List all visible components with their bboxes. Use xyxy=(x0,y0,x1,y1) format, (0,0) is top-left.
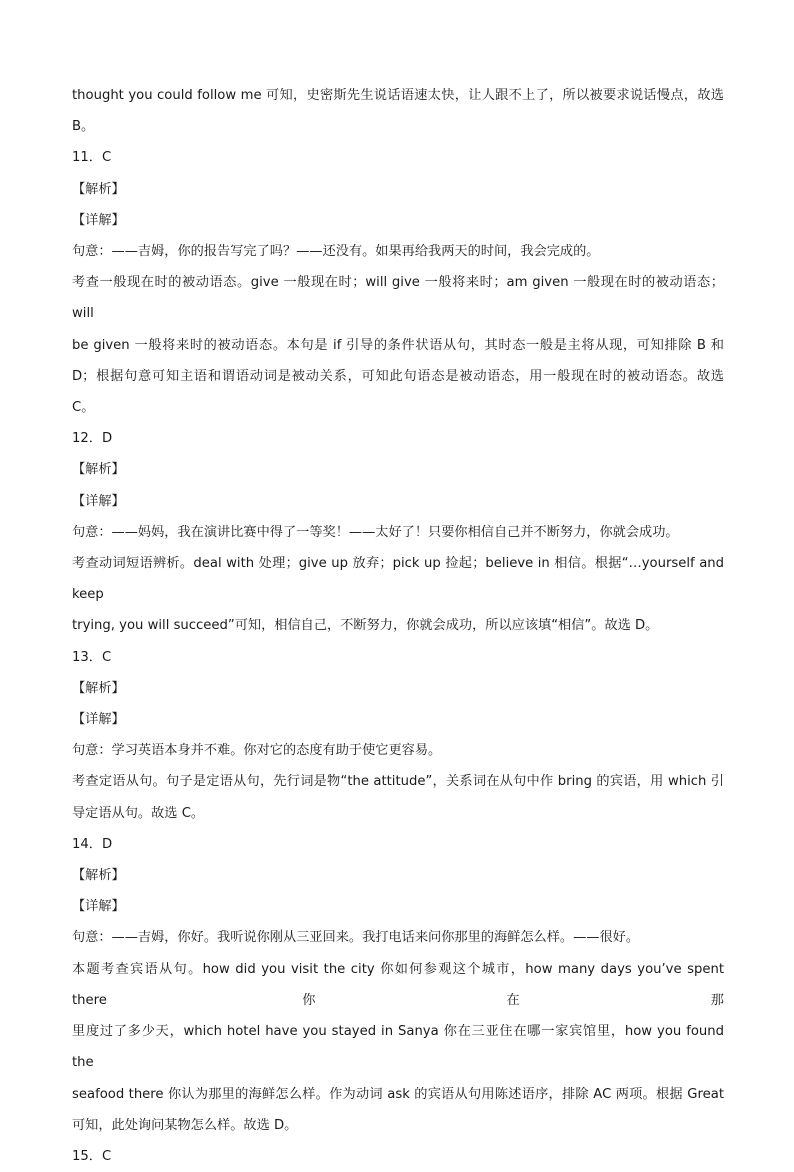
text-line-22: 导定语从句。故选 C。 xyxy=(72,805,205,821)
text-line-20: 句意：学习英语本身并不难。你对它的态度有助于使它更容易。 xyxy=(72,743,442,759)
text-line-31: 15．C xyxy=(72,1148,112,1164)
text-line-27: 本题考查宾语从句。how did you visit the city 你如何参观这个城市，how many days you’ve spent there 你在那 xyxy=(72,961,724,1008)
text-line-28: 里度过了多少天，which hotel have you stayed in Sanya 你在三亚住在哪一家宾馆里，how you found the xyxy=(72,1024,724,1071)
text-line-2: B。 xyxy=(72,119,95,135)
text-line-25: 【详解】 xyxy=(72,899,125,915)
text-line-14: 句意：——妈妈，我在演讲比赛中得了一等奖！——太好了！只要你相信自己并不断努力，你就会成功。 xyxy=(72,524,679,540)
text-line-1: thought you could follow me 可知，史密斯先生说话语速太快，让人跟不上了，所以被要求说话慢点，故选 xyxy=(72,88,724,103)
text-line-5: 【详解】 xyxy=(72,212,125,228)
text-line-24: 【解析】 xyxy=(72,868,125,884)
text-line-16: trying, you will succeed”可知，相信自己，不断努力，你就会成功，所以应该填“相信”。故选 D。 xyxy=(72,618,659,634)
text-line-3: 11．C xyxy=(72,150,112,166)
text-line-30: 可知，此处询问某物怎么样。故选 D。 xyxy=(72,1117,298,1133)
text-line-4: 【解析】 xyxy=(72,181,125,197)
text-line-26: 句意：——吉姆，你好。我听说你刚从三亚回来。我打电话来问你那里的海鲜怎么样。——很好。 xyxy=(72,930,640,946)
text-line-21: 考查定语从句。句子是定语从句，先行词是物“the attitude”，关系词在从句中作 bring 的宾语，用 which 引 xyxy=(72,774,724,790)
text-line-13: 【详解】 xyxy=(72,493,125,509)
text-line-7: 考查一般现在时的被动语态。give 一般现在时；will give 一般将来时；am given 一般现在时的被动语态；will xyxy=(72,275,724,322)
text-line-6: 句意：——吉姆，你的报告写完了吗？——还没有。如果再给我两天的时间，我会完成的。 xyxy=(72,244,600,260)
text-line-15: 考查动词短语辨析。deal with 处理；give up 放弃；pick up 捡起；believe in 相信。根据“…yourself and keep xyxy=(72,556,724,603)
text-line-18: 【解析】 xyxy=(72,680,125,696)
text-line-11: 12．D xyxy=(72,431,113,447)
text-line-29: seafood there 你认为那里的海鲜怎么样。作为动词 ask 的宾语从句用陈述语序，排除 AC 两项。根据 Great xyxy=(72,1086,724,1102)
text-line-10: C。 xyxy=(72,400,95,416)
text-line-23: 14．D xyxy=(72,836,113,852)
text-line-8: be given 一般将来时的被动语态。本句是 if 引导的条件状语从句，其时态一般是主将从现，可知排除 B 和 xyxy=(72,337,724,353)
text-line-9: D；根据句意可知主语和谓语动词是被动关系，可知此句语态是被动语态，用一般现在时的被动语态。故选 xyxy=(72,368,724,384)
text-line-19: 【详解】 xyxy=(72,712,125,728)
answer-explanations xyxy=(72,80,724,1172)
text-line-17: 13．C xyxy=(72,649,112,665)
text-line-12: 【解析】 xyxy=(72,462,125,478)
